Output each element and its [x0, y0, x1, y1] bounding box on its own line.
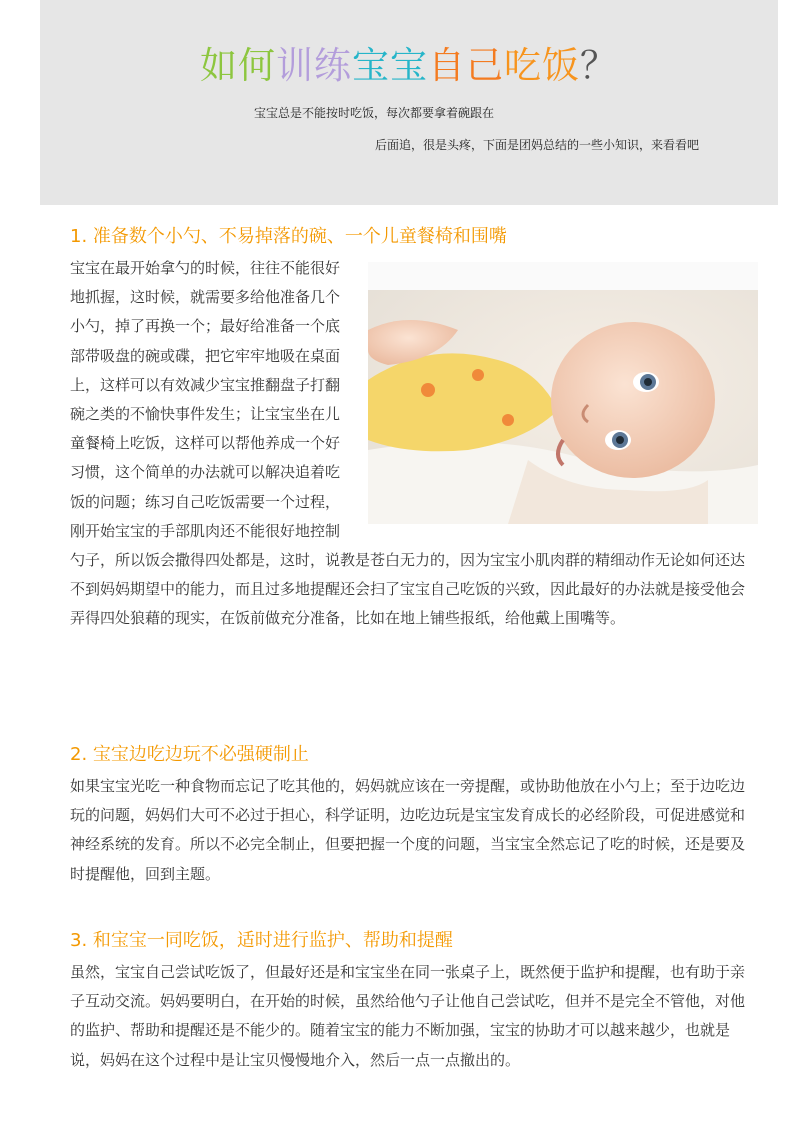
- section-3-body: 虽然，宝宝自己尝试吃饭了，但最好还是和宝宝坐在同一张桌子上，既然便于监护和提醒，也有助于亲子互动交流。妈妈要明白，在开始的时候，虽然给他勺子让他自己尝试吃，但并不是完全不管他，对他的监护、帮助和提醒还是不能少的。随着宝宝的能力不断加强，宝宝的协助才可以越来越少，也就是说，妈妈在这个过程中是让宝贝慢慢地介入，然后一点一点撤出的。: [70, 963, 746, 1069]
- section-3-heading: 3. 和宝宝一同吃饭，适时进行监护、帮助和提醒: [70, 930, 453, 951]
- section-2-body: 如果宝宝光吃一种食物而忘记了吃其他的，妈妈就应该在一旁提醒，或协助他放在小勺上；至于边吃边玩的问题，妈妈们大可不必过于担心，科学证明，边吃边玩是宝宝发育成长的必经阶段，可促进感觉和神经系统的发育。所以不必完全制止，但要把握一个度的问题，当宝宝全然忘记了吃的时候，还是要及时提醒他，回到主题。: [70, 777, 746, 883]
- section-1-body: 宝宝在最开始拿勺的时候，往往不能很好地抓握，这时候，就需要多给他准备几个小勺，掉了再换一个；最好给准备一个底部带吸盘的碗或碟，把它牢牢地吸在桌面上，这样可以有效减少宝宝推翻盘子打翻碗之类的不愉快事件发生；让宝宝坐在儿童餐椅上吃饭，这样可以帮他养成一个好习惯，这个简单的办法就可以解决追着吃饭的问题；练习自己吃饭需要一个过程，刚开始宝宝的手部肌肉还不能很好地控制勺子，所以饭会撒得四处都是，这时，说教是苍白无力的，因为宝宝小肌肉群的精细动作无论如何还达不到妈妈期望中的能力，而且过多地提醒还会扫了宝宝自己吃饭的兴致，因此最好的办法就是接受他会弄得四处狼藉的现实，在饭前做充分准备，比如在地上铺些报纸，给他戴上围嘴等。: [70, 259, 746, 628]
- intro-line-1: 宝宝总是不能按时吃饭，每次都要拿着碗跟在: [254, 106, 495, 120]
- section-1: [70, 224, 750, 634]
- section-2-heading: 2. 宝宝边吃边玩不必强硬制止: [70, 744, 309, 765]
- baby-photo: [368, 262, 758, 524]
- baby-photo-frame: [364, 262, 762, 534]
- title-part-3: 宝宝: [352, 44, 428, 87]
- title-part-4: 自己: [428, 44, 504, 87]
- header-banner: [40, 0, 778, 205]
- title-part-1: 如何: [200, 44, 276, 87]
- page-title: [40, 42, 778, 90]
- section-1-heading: 1. 准备数个小勺、不易掉落的碗、一个儿童餐椅和围嘴: [70, 226, 507, 247]
- intro-line-2: 后面追，很是头疼，下面是团妈总结的一些小知识，来看看吧: [375, 138, 700, 152]
- baby-illustration: [368, 290, 758, 524]
- section-3: [70, 928, 750, 1075]
- title-question-mark: ？: [580, 44, 618, 87]
- title-part-5: 吃饭: [504, 44, 580, 87]
- section-2: [70, 742, 750, 889]
- title-part-2: 训练: [276, 44, 352, 87]
